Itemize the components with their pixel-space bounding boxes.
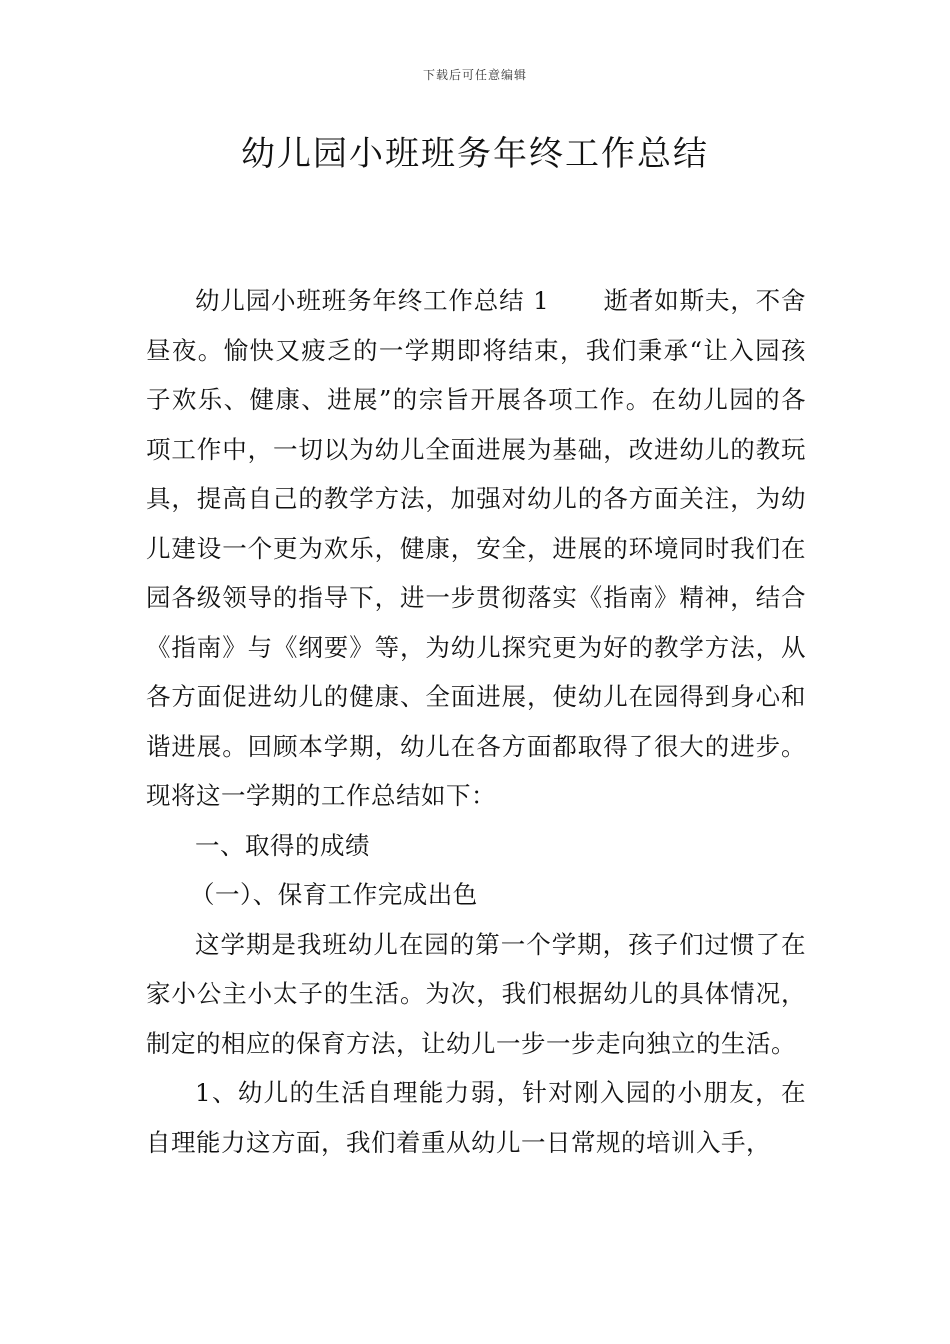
subsection-heading: （一）、保育工作完成出色 xyxy=(190,880,478,909)
header-note: 下载后可任意编辑 xyxy=(422,68,527,82)
lead-title: 幼儿园小班班务年终工作总结 1 xyxy=(195,286,550,315)
section-heading: 一、取得的成绩 xyxy=(195,830,370,860)
intro-paragraph xyxy=(146,276,806,821)
intro-text: 逝者如斯夫，不舍昼夜。愉快又疲乏的一学期即将结束，我们秉承“让入园孩子欢乐、健康、进展”的宗旨开展各项工作。在幼儿园的各项工作中，一切以为幼儿全面进展为基础，改进幼儿的教玩具，提高自己的教学方法，加强对幼儿的各方面关注，为幼儿建设一个更为欢乐，健康，安全，进展的环境同时我们在园各级领导的指导下，进一步贯彻落实《指南》精神，结合《指南》与《纲要》等，为幼儿探究更为好的教学方法，从各方面促进幼儿的健康、全面进展，使幼儿在园得到身心和谐进展。回顾本学期，幼儿在各方面都取得了很大的进步。现将这一学期的工作总结如下： xyxy=(146,286,807,810)
paragraph-3: 1、幼儿的生活自理能力弱，针对刚入园的小朋友，在自理能力这方面，我们着重从幼儿一日常规的培训入手， xyxy=(146,1078,806,1157)
paragraph-2: 这学期是我班幼儿在园的第一个学期，孩子们过惯了在家小公主小太子的生活。为次，我们根据幼儿的具体情况，制定的相应的保育方法，让幼儿一步一步走向独立的生活。 xyxy=(146,929,806,1058)
document-body xyxy=(146,276,806,1167)
document-title: 幼儿园小班班务年终工作总结 xyxy=(241,134,709,174)
